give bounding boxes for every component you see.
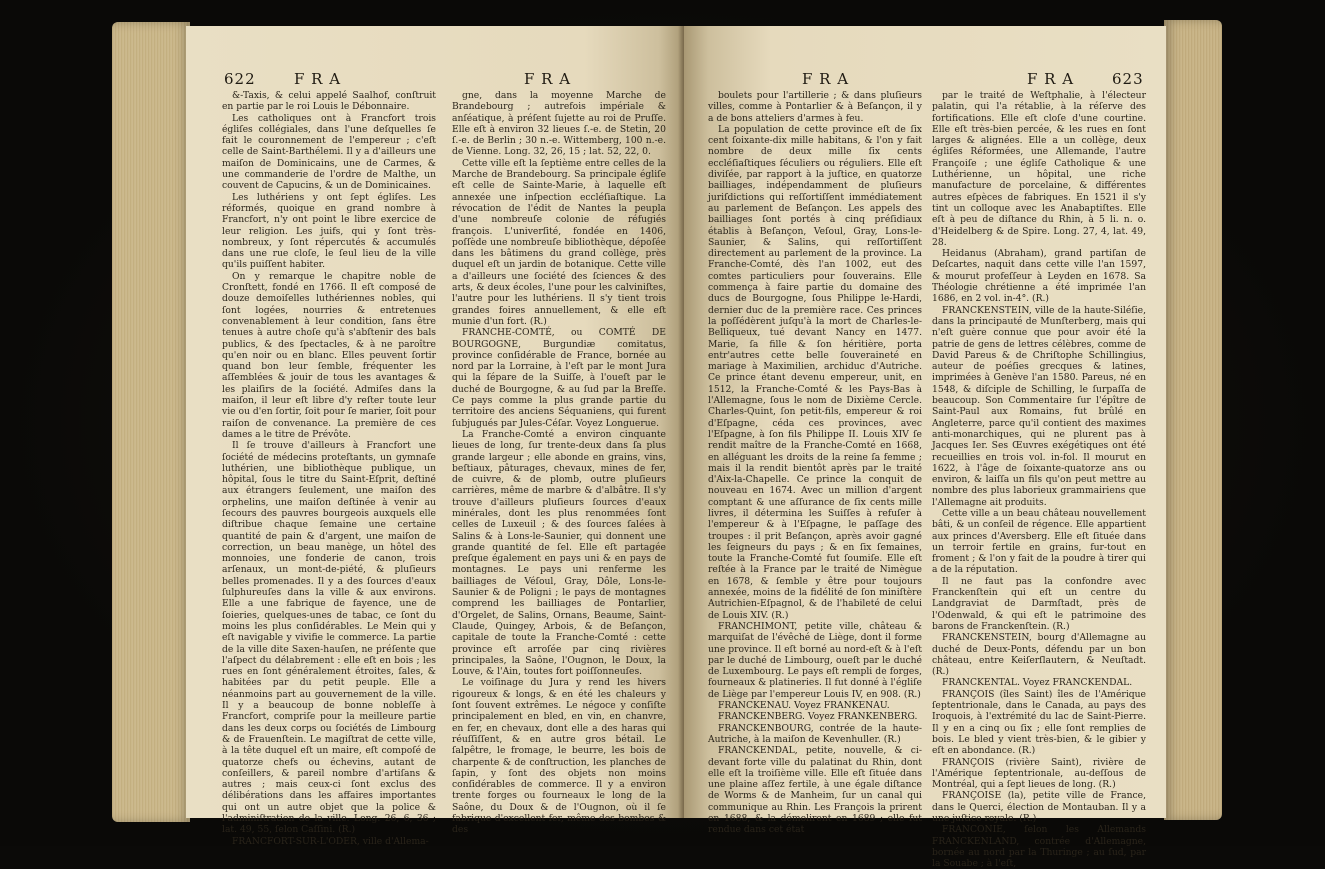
paragraph: FRANCKENBERG. Voyez FRANKENBERG. [718,711,918,723]
paragraph: FRANCHIMONT, petite ville, château & marquiſat de l'évêché de Liège, dont il forme une province. Il eſt borné au nord-eſt & à l'eſt par le duché de Limbourg, oueſt par le duché de Luxembourg. Le pays eſt rempli de forges, fourneaux & platineries. Il fut donné à l'égliſe de Liège par l'empereur Louis IV, en 908. (R.) [708,620,922,700]
paragraph: Les luthériens y ont ſept égliſes. Les réformés, quoique en grand nombre à Francfort, n'y ont point le libre exercice de leur religion. Les juifs, qui y ſont très-nombreux, y ſont répercutés & accumulés dans une rue cloſe, le ſeul lieu de la ville qu'ils puiſſent habiter. [222,191,436,271]
paragraph: FRANCKENSTEIN, bourg d'Allemagne au duché de Deux-Ponts, défendu par un bon château, entre Keiſerſlautern, & Neuſtadt. (R.) [932,632,1146,678]
paragraph: FRANCONIE, ſelon les Allemands FRANCKENLAND, contrée d'Allemagne, bornée au nord par la Thuringe ; au ſud, par la Souabe ; à l'eſt, [932,824,1146,869]
left-page-number: 622 [224,70,256,88]
paragraph: Heidanus (Abraham), grand partiſan de Deſcartes, naquit dans cette ville l'an 1597, & mourut profeſſeur à Leyden en 1678. Sa Théologie chrétienne a été imprimée l'an 1686, en 2 vol. in-4°. (R.) [932,248,1146,305]
paragraph: On y remarque le chapitre noble de Cronſtett, fondé en 1766. Il eſt composé de douze demoiſelles luthériennes nobles, qui ſont logées, nourries & entretenues convenablement à leur condition, ſans être tenues à autre choſe qu'à s'abſtenir des bals publics, & des ſpectacles, & à ne paroître qu'en noir ou en blanc. Elles peuvent ſortir quand bon leur ſemble, fréquenter les aſſemblées & jouir de tous les avantages & les plaiſirs de la ſociété. Admiſes dans la maiſon, il leur eſt libre d'y reſter toute leur vie ou d'en ſortir, ſoit pour ſe marier, ſoit pour raiſon de convenance. La première de ces dames a le titre de Prévôte. [222,270,436,440]
left-column-1 [222,90,436,847]
paragraph: Le voiſinage du Jura y rend les hivers rigoureux & longs, & en été les chaleurs y ſont ſouvent extrêmes. Le négoce y conſiſte principalement en bled, en vin, en chanvre, en fer, en chevaux, dont elle a des haras qui réuſſiſſent, & en autre gros bétail. Le ſalpêtre, le fromage, le beurre, les bois de charpente & de conſtruction, les planches de ſapin, y ſont des objets non moins conſidérables de commerce. Il y a environ trente forges ou fourneaux le long de la Saône, du Doux & de l'Ougnon, où il ſe fabrique d'excellent fer, même des bombes & des [452,677,666,836]
paragraph: Il ne faut pas la confondre avec Franckenſtein qui eſt un centre du Landgraviat de Darmſtadt, près de l'Odenwald, & qui eſt le patrimoine des barons de Franckenſtein. (R.) [932,575,1146,632]
paragraph: Les catholiques ont à Francfort trois égliſes collégiales, dans l'une deſquelles ſe fait le couronnement de l'empereur ; c'eſt celle de Saint-Barthélemi. Il y a d'ailleurs une maiſon de Dominicains, une de Carmes, & une commanderie de l'ordre de Malthe, un couvent de Capucins, & un de Dominicaines. [222,112,436,192]
paragraph: FRANCKENSTEIN, ville de la haute-Siléſie, dans la principauté de Munſterberg, mais qui n'eſt guère connue que pour avoir été la patrie de gens de lettres célèbres, comme de David Pareus & de Chriſtophe Schillingius, auteur de poéſies grecques & latines, imprimées à Genève l'an 1580. Pareus, né en 1548, & diſciple de Schilling, le ſurpaſſa de beaucoup. Son Commentaire ſur l'épître de Saint-Paul aux Romains, fut brûlé en Angleterre, parce qu'il contient des maximes anti-monarchiques, qui ne plurent pas à Jacques Ier. Ses Œuvres exégétiques ont été recueillies en trois vol. in-fol. Il mourut en 1622, à l'âge de ſoixante-quatorze ans ou environ, & laiſſa un fils qu'on peut mettre au nombre des plus laborieux grammairiens que l'Allemagne ait produits. [932,304,1146,508]
paragraph: La Franche-Comté a environ cinquante lieues de long, ſur trente-deux dans ſa plus grande largeur ; elle abonde en grains, vins, beſtiaux, pâturages, chevaux, mines de fer, de cuivre, & de plomb, outre pluſieurs carrières, même de marbre & d'albâtre. Il s'y trouve d'ailleurs pluſieurs ſources d'eaux minérales, dont les plus renommées ſont celles de Luxeuil ; & des ſources ſalées à Salins & à Lons-le-Saunier, qui donnent une grande quantité de ſel. Elle eſt partagée preſque également en pays uni & en pays de montagnes. Le pays uni renferme les bailliages de Véſoul, Gray, Dôle, Lons-le-Saunier & de Poligni ; le pays de montagnes comprend les bailliages de Pontarlier, d'Orgelet, de Salins, Ornans, Beaume, Saint-Claude, Quingey, Arbois, & de Beſançon, capitale de toute la Franche-Comté : cette province eſt arroſée par cinq rivières principales, la Saône, l'Ougnon, le Doux, la Louve, & l'Ain, toutes fort poiſſonneuſes. [452,428,666,678]
page-edges-left [112,22,190,822]
paragraph: gne, dans la moyenne Marche de Brandebourg ; autrefois impériale & anſéatique, à préſent ſujette au roi de Pruſſe. Elle eſt à environ 32 lieues ſ.-e. de Stetin, 20 ſ.-e. de Berlin ; 30 n.-e. Wittemberg, 100 n.-e. de Vienne. Long. 32, 26, 15 ; lat. 52, 22, 0. [452,90,666,158]
page-edges-right [1164,20,1222,820]
paragraph: FRANCFORT-SUR-L'ODER, ville d'Allema- [232,835,429,847]
paragraph: FRANÇOIS (îles Saint) îles de l'Amérique ſeptentrionale, dans le Canada, au pays des Iroquois, à l'extrémité du lac de Saint-Pierre. Il y en a cinq ou ſix ; elle ſont remplies de bois. Le bled y vient très-bien, & le gibier y eſt en abondance. (R.) [932,688,1146,757]
right-head-col1: F R A [802,70,850,88]
right-head-col2: F R A [1027,70,1075,88]
paragraph: FRANCKENBOURG, contrée de la haute-Autriche, à la maiſon de Kevenhuller. (R.) [708,722,922,745]
right-column-1 [708,90,922,836]
paragraph: FRANCKENAU. Voyez FRANKENAU. [718,700,890,712]
left-head-col2: F R A [524,70,572,88]
right-column-2 [932,90,1146,869]
paragraph: &-Taxis, & celui appelé Saalhof, conſtruit en partie par le roi Louis le Débonnaire. [222,90,436,113]
paragraph: FRANÇOIS (rivière Saint), rivière de l'Amérique ſeptentrionale, au-deſſous de Montréal, qui a ſept lieues de long. (R.) [932,756,1146,791]
left-head-col1: F R A [294,70,342,88]
right-page-number: 623 [1112,70,1144,88]
paragraph: La population de cette province eſt de ſix cent ſoixante-dix mille habitans, & l'on y fait nombre de deux mille ſix cents eccléſiaſtiques ſéculiers ou réguliers. Elle eſt diviſée, par rapport à la juſtice, en quatorze bailliages, indépendamment de pluſieurs juriſdictions qui reſſortiſſent immédiatement au parlement de Beſançon. Les appels des bailliages ſont portés à cinq préſidiaux établis à Beſançon, Veſoul, Gray, Lons-le-Saunier, & Salins, qui reſſortiſſent directement au parlement de la province. La Franche-Comté, dès l'an 1002, eut des comtes particuliers pour ſouverains. Elle commença à faire partie du domaine des ducs de Bourgogne, ſous Philippe le-Hardi, dernier duc de la première race. Ces princes la poſſédèrent juſqu'à la mort de Charles-le-Belliqueux, tué devant Nancy en 1477. Marie, ſa fille & ſon héritière, porta entr'autres cette belle ſouveraineté en mariage à Maximilien, archiduc d'Autriche. Ce prince étant devenu empereur, unit, en 1512, la Franche-Comté & les Pays-Bas à l'Allemagne, ſous le nom de Dixième Cercle. Charles-Quint, ſon petit-fils, empereur & roi d'Eſpagne, céda ces provinces, avec l'Eſpagne, à ſon fils Philippe II. Louis XIV ſe rendit maître de la Franche-Comté en 1668, en alléguant les droits de la reine ſa femme ; mais il la rendit bientôt après par le traité d'Aix-la-Chapelle. Ce prince la conquit de nouveau en 1674. Avec un million d'argent comptant & une aſſurance de ſix cents mille livres, il détermina les Suiſſes à refuſer à l'empereur & à l'Eſpagne, le paſſage des troupes : il prit Beſançon, après avoir gagné les ſeigneurs du pays ; & en ſix ſemaines, toute la Franche-Comté fut ſoumiſe. Elle eſt reſtée à la France par le traité de Nimègue en 1678, & ſemble y être pour toujours annexée, moins de la fidélité de ſon miniſtère Autrichien-Eſpagnol, & de l'habileté de celui de Louis XIV. (R.) [708,123,922,621]
paragraph: par le traité de Weſtphalie, à l'électeur palatin, qui l'a rétablie, à la réſerve des fortifications. Elle eſt cloſe d'une courtine. Elle eſt très-bien percée, & les rues en ſont larges & alignées. Elle a un collège, deux égliſes Réformées, une Allemande, l'autre Françoiſe ; une égliſe Catholique & une Luthérienne, un hôpital, une riche manufacture de porcelaine, & différentes autres eſpèces de fabriques. En 1521 il s'y tint un colloque avec les Anabaptiſtes. Elle eſt à peu de diſtance du Rhin, à 5 li. n. o. d'Heidelberg & de Spire. Long. 27, 4, lat. 49, 28. [932,90,1146,248]
right-page [684,26,1166,869]
left-page [186,26,684,847]
paragraph: FRANCHE-COMTÉ, ou COMTÉ DE BOURGOGNE, Burgundiæ comitatus, province conſidérable de France, bornée au nord par la Lorraine, à l'eſt par le mont Jura qui la ſépare de la Suiſſe, à l'oueſt par le duché de Bourgogne, & au ſud par la Breſſe. Ce pays comme la plus grande partie du territoire des anciens Séquaniens, qui furent ſubjugués par Jules-Céſar. Voyez Longuerue. [452,327,666,429]
open-book [112,12,1222,869]
paragraph: FRANCKENDAL, petite, nouvelle, & ci-devant forte ville du palatinat du Rhin, dont elle eſt la troiſième ville. Elle eſt ſituée dans une plaine aſſez fertile, à une égale diſtance de Worms & de Manheim, ſur un canal qui communique au Rhin. Les François la prirent en 1688, & la démolirent en 1689 ; elle fut rendue dans cet état [708,745,922,836]
paragraph: boulets pour l'artillerie ; & dans pluſieurs villes, comme à Pontarlier & à Beſançon, il y a de bons atteliers d'armes à feu. [708,90,922,124]
paragraph: FRANÇOISE (la), petite ville de France, dans le Querci, élection de Montauban. Il y a une juſtice royale. (R.) [932,790,1146,824]
paragraph: Cette ville eſt la ſeptième entre celles de la Marche de Brandebourg. Sa principale égliſe eſt celle de Sainte-Marie, à laquelle eſt annexée une inſpection eccléſiaſtique. La révocation de l'édit de Nantes la peupla d'une nombreuſe colonie de réfugiés françois. L'univerſité, fondée en 1406, poſſède une nombreuſe bibliothèque, dépoſée dans les bâtimens du grand collège, près duquel eſt un jardin de botanique. Cette ville a d'ailleurs une ſociété des ſciences & des arts, & deux écoles, l'une pour les calviniſtes, l'autre pour les luthériens. Il s'y tient trois grandes foires annuellement, & elle eſt munie d'un fort. (R.) [452,157,666,327]
left-column-2 [452,90,666,836]
paragraph: Cette ville a un beau château nouvellement bâti, & un conſeil de régence. Elle appartient aux princes d'Aversberg. Elle eſt ſituée dans un terroir fertile en grains, fur-tout en froment ; & l'on y fait de la poudre à tirer qui a de la réputation. [932,507,1146,576]
paragraph: Il ſe trouve d'ailleurs à Francfort une ſociété de médecins proteſtants, un gymnaſe luthérien, une bibliothèque publique, un hôpital, ſous le titre du Saint-Eſprit, deſtiné aux étrangers ſeulement, une maiſon des orphelins, une maiſon deſtinée à venir au ſecours des pauvres bourgeois auxquels elle diſtribue chaque ſemaine une certaine quantité de pain & d'argent, une maiſon de correction, un beau manège, un hôtel des monnoies, une fonderie de canon, trois arſenaux, un mont-de-piété, & pluſieurs belles promenades. Il y a des ſources d'eaux ſulphureuſes dans la ville & aux environs. Elle a une fabrique de fayence, une de ſoieries, quelques-unes de tabac, ce ſont du moins les plus conſidérables. Le Mein qui y eſt navigable y vivifie le commerce. La partie de la ville dite Saxen-hauſen, ne préſente que l'aſpect du délabrement : elle eſt en bois ; les rues en ſont généralement étroites, ſales, & habitées par du petit peuple. Elle a néanmoins part au gouvernement de la ville. Il y a beaucoup de bonne nobleſſe à Francfort, compriſe pour la meilleure partie dans les deux corps ou ſociétés de Limbourg & de Frauenſtein. Le magiſtrat de cette ville, à la tête duquel eſt un maire, eſt compoſé de quatorze chefs ou échevins, autant de conſeillers, & pareil nombre d'artiſans & autres ; mais ceux-ci ſont exclus des délibérations dans les affaires importantes qui ont un autre objet que la police & l'adminiſtration de la ville. Long. 26, 6, 36 ; lat. 49, 55, ſelon Caſſini. (R.) [222,440,436,836]
paragraph: FRANCKENTAL. Voyez FRANCKENDAL. [942,677,1133,689]
